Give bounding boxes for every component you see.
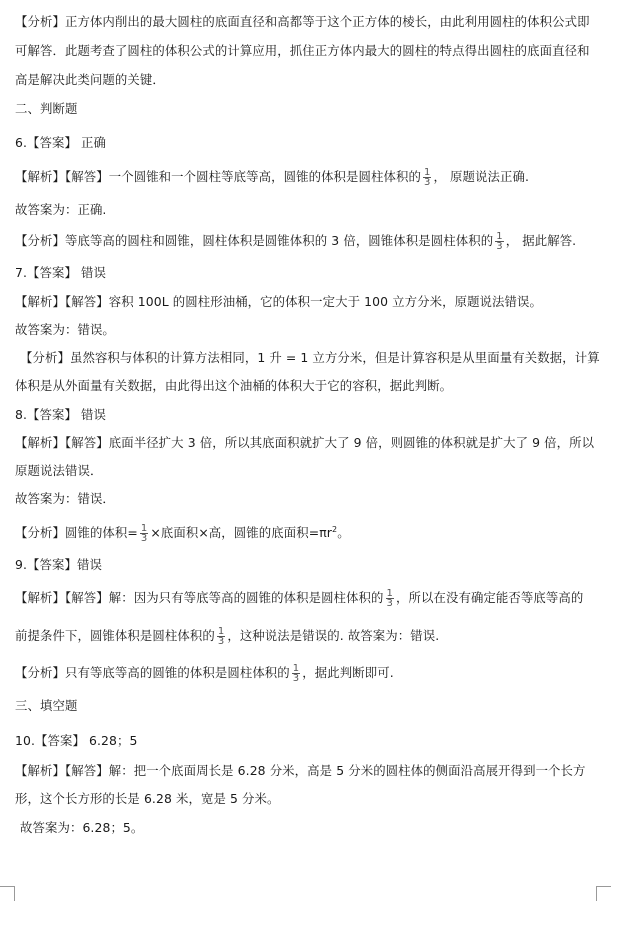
q10-explanation-line-2: 形，这个长方形的长是 6.28 米，宽是 5 分米。: [15, 791, 280, 806]
fraction-denominator: 3: [292, 673, 300, 683]
fraction-one-third: [495, 232, 503, 251]
q6-analysis: [15, 232, 620, 251]
q6-answer: 6.【答案】 正确: [15, 135, 107, 150]
fraction-one-third: [292, 664, 300, 683]
fraction-denominator: 3: [140, 533, 148, 544]
fraction-one-third: [140, 524, 148, 543]
q9-explanation-text-c: 前提条件下，圆锥体积是圆柱体积的: [15, 628, 215, 643]
q8-final-answer: 故答案为：错误．: [15, 491, 115, 506]
q6-explanation: [15, 168, 620, 187]
analysis-text-line-1: 【分析】正方体内削出的最大圆柱的底面直径和高都等于这个正方体的棱长，由此利用圆柱的体积公式即: [15, 14, 590, 29]
q9-explanation-text-a: 【解析】【解答】解：因为只有等底等高的圆锥的体积是圆柱体积的: [15, 590, 384, 605]
q9-analysis-text-a: 【分析】只有等底等高的圆锥的体积是圆柱体积的: [15, 665, 290, 680]
q6-explanation-text-a: 【解析】【解答】一个圆锥和一个圆柱等底等高，圆锥的体积是圆柱体积的: [15, 169, 421, 184]
fraction-denominator: 3: [496, 241, 503, 251]
q9-explanation-line-1: [15, 589, 620, 608]
q9-answer: 9.【答案】错误: [15, 557, 102, 572]
section-heading-fill-blank: 三、填空题: [15, 698, 78, 713]
q10-answer: 10.【答案】 6.28；5: [15, 733, 138, 748]
analysis-text-line-2: 可解答．此题考查了圆柱的体积公式的计算应用，抓住正方体内最大的圆柱的特点得出圆柱的底面直径和: [15, 43, 590, 58]
fraction-numerator: 1: [386, 589, 393, 599]
q9-analysis-text-b: ，据此判断即可.: [302, 665, 394, 680]
fraction-denominator: 3: [217, 636, 225, 646]
page-corner-mark-right: [596, 886, 611, 901]
q8-analysis-text-b: ×底面积×高，圆锥的底面积=πr: [150, 525, 332, 541]
q10-final-answer: 故答案为：6.28；5。: [20, 820, 144, 835]
q6-explanation-text-b: ， 原题说法正确.: [433, 169, 529, 184]
page-corner-mark-left: [0, 886, 15, 901]
fraction-one-third: [423, 168, 431, 187]
q6-analysis-text-a: 【分析】等底等高的圆柱和圆锥，圆柱体积是圆锥体积的 3 倍，圆锥体积是圆柱体积的: [15, 233, 494, 248]
fraction-denominator: 3: [424, 177, 431, 187]
q7-analysis-line-2: 体积是从外面量有关数据，由此得出这个油桶的体积大于它的容积，据此判断。: [15, 378, 453, 393]
q7-answer: 7.【答案】 错误: [15, 265, 107, 280]
fraction-numerator: 1: [217, 627, 225, 637]
q7-final-answer: 故答案为：错误。: [15, 322, 115, 337]
q8-answer: 8.【答案】 错误: [15, 407, 107, 422]
fraction-numerator: 1: [496, 232, 503, 242]
fraction-numerator: 1: [292, 664, 300, 674]
fraction-denominator: 3: [386, 598, 393, 608]
q7-analysis-line-1: 【分析】虽然容积与体积的计算方法相同，1 升 = 1 立方分米，但是计算容积是从里面量有关数据，计算: [20, 350, 600, 365]
q9-explanation-text-b: ，所以在没有确定能否等底等高的: [396, 590, 584, 605]
q10-explanation-line-1: 【解析】【解答】解：把一个底面周长是 6.28 分米，高是 5 分米的圆柱体的侧面沿高展开得到一个长方: [15, 763, 586, 778]
q8-analysis-text-a: 【分析】圆锥的体积=: [15, 525, 138, 541]
q8-analysis: [15, 522, 620, 543]
q8-explanation-line-1: 【解析】【解答】底面半径扩大 3 倍，所以其底面积就扩大了 9 倍，则圆锥的体积就是扩大了 9 倍，所以: [15, 435, 595, 450]
q6-final-answer: 故答案为：正确.: [15, 202, 107, 217]
q7-explanation: 【解析】【解答】容积 100L 的圆柱形油桶，它的体积一定大于 100 立方分米，原题说法错误。: [15, 294, 543, 309]
fraction-numerator: 1: [140, 523, 148, 535]
q6-analysis-text-b: ， 据此解答.: [505, 233, 577, 248]
q8-explanation-line-2: 原题说法错误．: [15, 463, 103, 478]
fraction-one-third: [217, 627, 225, 646]
superscript-two: 2: [331, 525, 338, 534]
fraction-one-third: [386, 589, 394, 608]
q9-explanation-text-d: ，这种说法是错误的. 故答案为：错误.: [227, 628, 440, 643]
analysis-text-line-3: 高是解决此类问题的关键．: [15, 72, 165, 87]
q9-analysis: [15, 664, 620, 683]
fraction-numerator: 1: [424, 168, 431, 178]
section-heading-judgement: 二、判断题: [15, 101, 78, 116]
q8-analysis-text-c: 。: [337, 525, 350, 541]
q9-explanation-line-2: [15, 627, 620, 646]
